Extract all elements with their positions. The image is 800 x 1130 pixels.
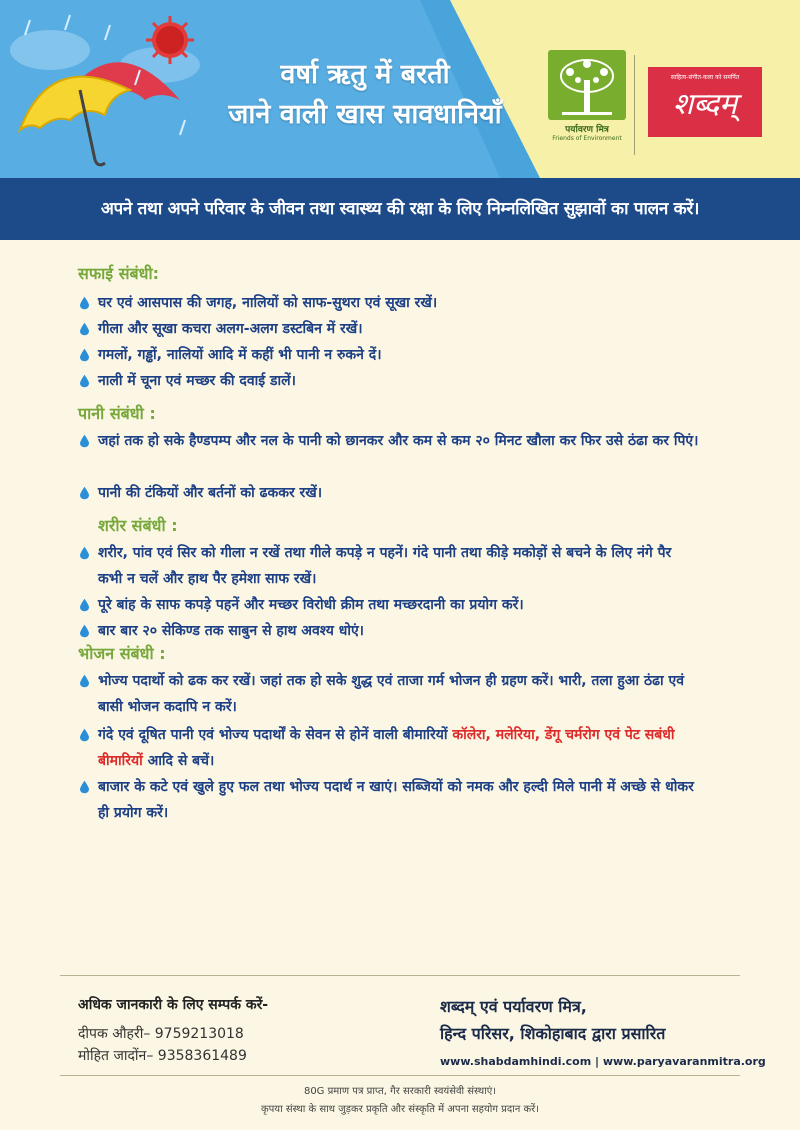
water-drop-icon [80, 546, 89, 560]
list-item: गमलों, गड्ढों, नालियों आदि में कहीं भी पानी न रुकने दें। [80, 342, 700, 368]
disease-names: कॉलेरा, मलेरिया, डेंगू चर्मरोग एवं पेट सबंधी बीमारियों [98, 727, 675, 769]
list-item: नाली में चूना एवं मच्छर की दवाई डालें। [80, 368, 700, 394]
list-item: बाजार के कटे एवं खुले हुए फल तथा भोज्य पदार्थ न खाएं। सब्जियों को नमक और हल्दी मिले पानी में अच्छे से धोकर ही प्रयोग करें। [80, 774, 700, 826]
section-heading-pani: पानी संबंधी : [78, 404, 156, 423]
contact-heading: अधिक जानकारी के लिए सम्पर्क करें- [78, 997, 269, 1013]
website-links[interactable]: www.shabdamhindi.com | www.paryavaranmitra.org [440, 1055, 766, 1068]
footer-note-1: 80G प्रमाण पत्र प्राप्त, गैर सरकारी स्वयंसेवी संस्थाएं। [303, 1086, 497, 1097]
page-title [185, 55, 545, 135]
water-drop-icon [80, 598, 89, 612]
contact-1: दीपक औहरी– 9759213018 [78, 1026, 244, 1042]
water-drop-icon [80, 486, 89, 500]
footer-divider [60, 975, 740, 976]
title-line-1: वर्षा ऋतु में बरती [280, 59, 450, 90]
contact-2: मोहित जादोंन– 9358361489 [78, 1048, 247, 1064]
water-drop-icon [80, 322, 89, 336]
list-item: गंदे एवं दूषित पानी एवं भोज्य पदार्थों के सेवन से होनें वाली बीमारियों कॉलेरा, मलेरिया, डेंगू चर्मरोग एवं पेट सबंधी बीमारियों आदि से बचें। [80, 722, 700, 774]
section-heading-sharir: शरीर संबंधी : [98, 516, 178, 535]
header [0, 0, 800, 178]
list-item: पूरे बांह के साफ कपड़े पहनें और मच्छर विरोधी क्रीम तथा मच्छरदानी का प्रयोग करें। [80, 592, 700, 618]
section-heading-bhojan: भोजन संबंधी : [78, 644, 166, 663]
logo-divider [634, 55, 635, 155]
list-item: जहां तक हो सके हैण्डपम्प और नल के पानी को छानकर और कम से कम २० मिनट खौला कर फिर उसे ठंढा कर पिएं। [80, 428, 700, 454]
water-drop-icon [80, 434, 89, 448]
water-drop-icon [80, 624, 89, 638]
tree-icon [548, 50, 626, 120]
org-line-2: हिन्द परिसर, शिकोहाबाद द्वारा प्रसारित [440, 1024, 666, 1043]
water-drop-icon [80, 728, 89, 742]
list-item: गीला और सूखा कचरा अलग-अलग डस्टबिन में रखें। [80, 316, 700, 342]
list-item: बार बार २० सेकिण्ड तक साबुन से हाथ अवश्य धोएं। [80, 618, 700, 644]
paryavaran-mitra-logo: पर्यावरण मित्र Friends of Environment [548, 50, 626, 152]
title-line-2: जाने वाली खास सावधानियाँ [228, 99, 502, 130]
footer-note-2: कृपया संस्था के साथ जुड़कर प्रकृति और संस्कृति में अपना सहयोग प्रदान करें। [260, 1104, 540, 1115]
water-drop-icon [80, 348, 89, 362]
umbrella-icon [10, 10, 200, 170]
list-item: घर एवं आसपास की जगह, नालियों को साफ-सुथरा एवं सूखा रखें। [80, 290, 700, 316]
list-item: भोज्य पदार्थो को ढक कर रखें। जहां तक हो सके शुद्ध एवं ताजा गर्म भोजन ही ग्रहण करें। भारी, तला हुआ ठंढा एवं बासी भोजन कदापि न करें। [80, 668, 700, 720]
water-drop-icon [80, 296, 89, 310]
org-line-1: शब्दम् एवं पर्यावरण मित्र, [440, 997, 587, 1016]
list-item: पानी की टंकियों और बर्तनों को ढककर रखें। [80, 480, 700, 506]
water-drop-icon [80, 374, 89, 388]
list-item: शरीर, पांव एवं सिर को गीला न रखें तथा गीले कपड़े न पहनें। गंदे पानी तथा कीड़े मकोड़ों से बचने के लिए नंगे पैर कभी न चलें और हाथ पैर हमेशा साफ रखें। [80, 540, 700, 592]
intro-text: अपने तथा अपने परिवार के जीवन तथा स्वास्थ्य की रक्षा के लिए निम्नलिखित सुझावों का पालन करें। [100, 199, 700, 219]
water-drop-icon [80, 674, 89, 688]
water-drop-icon [80, 780, 89, 794]
shabdam-logo: साहित्य-संगीत-कला को समर्पित शब्दम् [648, 67, 762, 137]
section-heading-safai: सफाई संबंधी: [78, 264, 160, 283]
intro-banner [0, 178, 800, 240]
footer-divider-2 [60, 1075, 740, 1076]
